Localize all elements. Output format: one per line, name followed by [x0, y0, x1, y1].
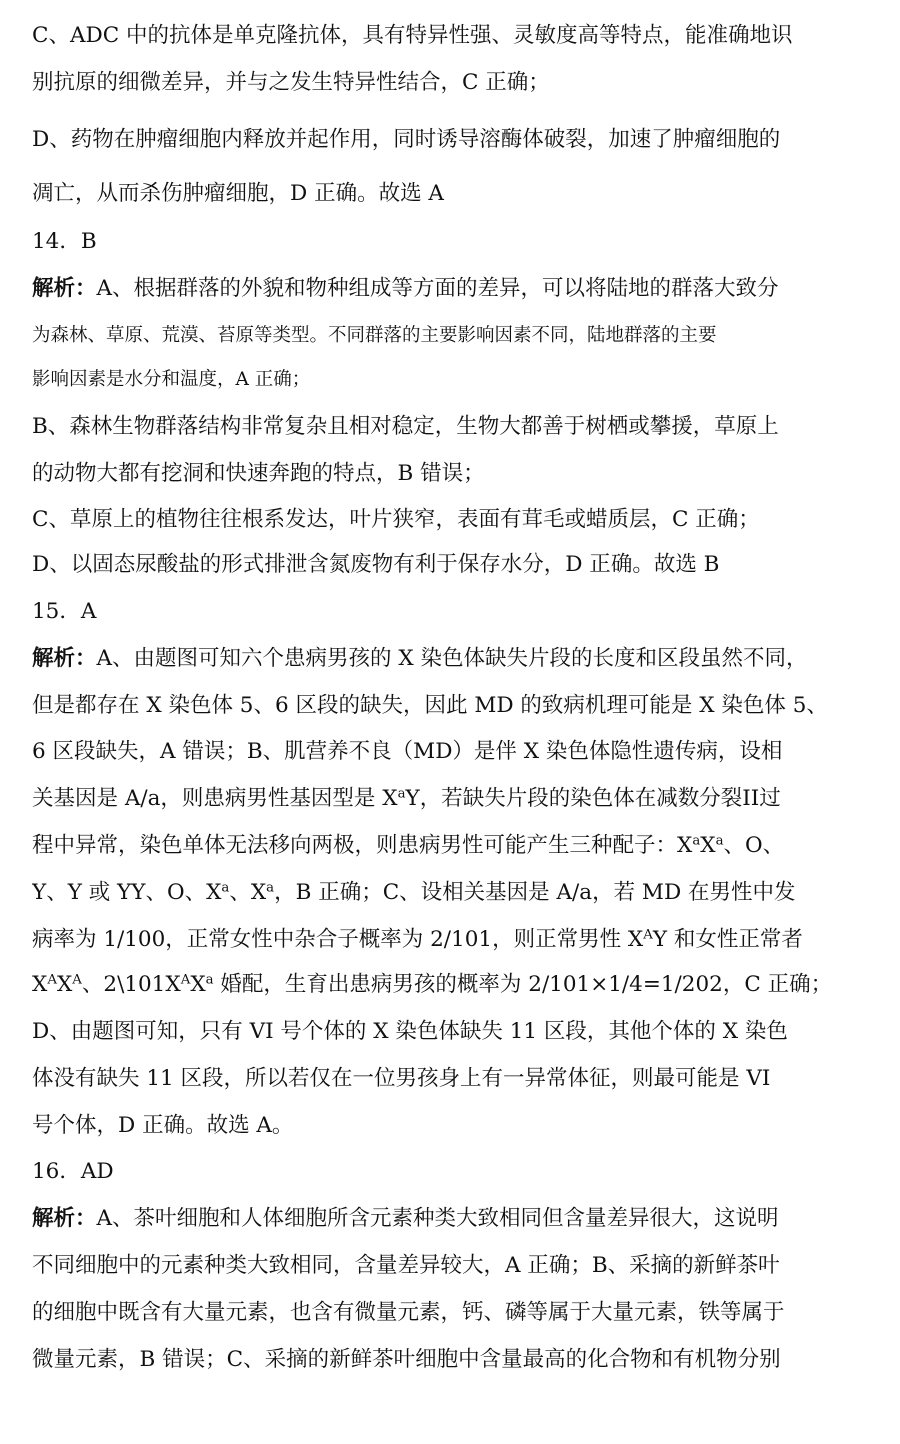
text-line: 关基因是 A/a，则患病男性基因型是 $X^aY$，若缺失片段的染色体在减数分裂II过 — [32, 786, 781, 811]
text-line: 但是都存在 X 染色体 5、6 区段的缺失，因此 MD 的致病机理可能是 X 染色体 5、 — [32, 693, 828, 718]
analysis-label: 解析： — [32, 1206, 97, 1231]
text-line: Y、Y 或 YY、O、$X^a$、$X^a$，B 正确；C、设相关基因是 A/a，若 MD 在男性中发 — [32, 880, 796, 905]
text-line: 的动物大都有挖洞和快速奔跑的特点，B 错误； — [32, 461, 485, 486]
text-line: D、药物在肿瘤细胞内释放并起作用，同时诱导溶酶体破裂，加速了肿瘤细胞的 — [32, 127, 781, 152]
text-line: 别抗原的细微差异，并与之发生特异性结合，C 正确； — [32, 70, 550, 95]
text-line: 程中异常，染色单体无法移向两极，则患病男性可能产生三种配子：$X^aX^a$、O、 — [32, 833, 785, 858]
text-line: 6 区段缺失，A 错误；B、肌营养不良（MD）是伴 X 染色体隐性遗传病，设相 — [32, 739, 783, 764]
text-line: D、以固态尿酸盐的形式排泄含氮废物有利于保存水分，D 正确。故选 B — [32, 552, 720, 577]
text-line: C、ADC 中的抗体是单克隆抗体，具有特异性强、灵敏度高等特点，能准确地识 — [32, 23, 793, 48]
analysis-label: 解析： — [32, 646, 97, 671]
text-line: 体没有缺失 11 区段，所以若仅在一位男孩身上有一异常体征，则最可能是 VI — [32, 1066, 771, 1091]
text-line: 凋亡，从而杀伤肿瘤细胞，D 正确。故选 A — [32, 181, 444, 206]
text-line: 病率为 1/100，正常女性中杂合子概率为 2/101，则正常男性 $X^AY$ 和女性正常者 — [32, 927, 803, 952]
question-number: 14．B — [32, 229, 97, 254]
text-line: 不同细胞中的元素种类大致相同，含量差异较大，A 正确；B、采摘的新鲜茶叶 — [32, 1253, 780, 1278]
question-number: 16．AD — [32, 1159, 114, 1184]
text-line: C、草原上的植物往往根系发达，叶片狭窄，表面有茸毛或蜡质层，C 正确； — [32, 507, 760, 532]
text-line: 解析：A、由题图可知六个患病男孩的 X 染色体缺失片段的长度和区段虽然不同， — [32, 646, 808, 671]
text-line: 的细胞中既含有大量元素，也含有微量元素，钙、磷等属于大量元素，铁等属于 — [32, 1300, 785, 1325]
text-line: 影响因素是水分和温度，A 正确； — [32, 369, 311, 390]
text-line: B、森林生物群落结构非常复杂且相对稳定，生物大都善于树栖或攀援，草原上 — [32, 414, 779, 439]
text-line: 号个体，D 正确。故选 A。 — [32, 1113, 294, 1138]
analysis-label: 解析： — [32, 276, 97, 301]
text-line: $X^AX^A$、$2\backslash 101X^AX^a$ 婚配，生育出患病男孩的概率为 2/101×1/4=1/202，C 正确； — [32, 972, 833, 997]
text-line: 为森林、草原、荒漠、苔原等类型。不同群落的主要影响因素不同，陆地群落的主要 — [32, 325, 717, 346]
text-line: 微量元素，B 错误；C、采摘的新鲜茶叶细胞中含量最高的化合物和有机物分别 — [32, 1347, 781, 1372]
text-line: D、由题图可知，只有 VI 号个体的 X 染色体缺失 11 区段，其他个体的 X 染色 — [32, 1019, 788, 1044]
question-number: 15．A — [32, 599, 97, 624]
text-line: 解析：A、根据群落的外貌和物种组成等方面的差异，可以将陆地的群落大致分 — [32, 276, 779, 301]
text-line: 解析：A、茶叶细胞和人体细胞所含元素种类大致相同但含量差异很大，这说明 — [32, 1206, 779, 1231]
